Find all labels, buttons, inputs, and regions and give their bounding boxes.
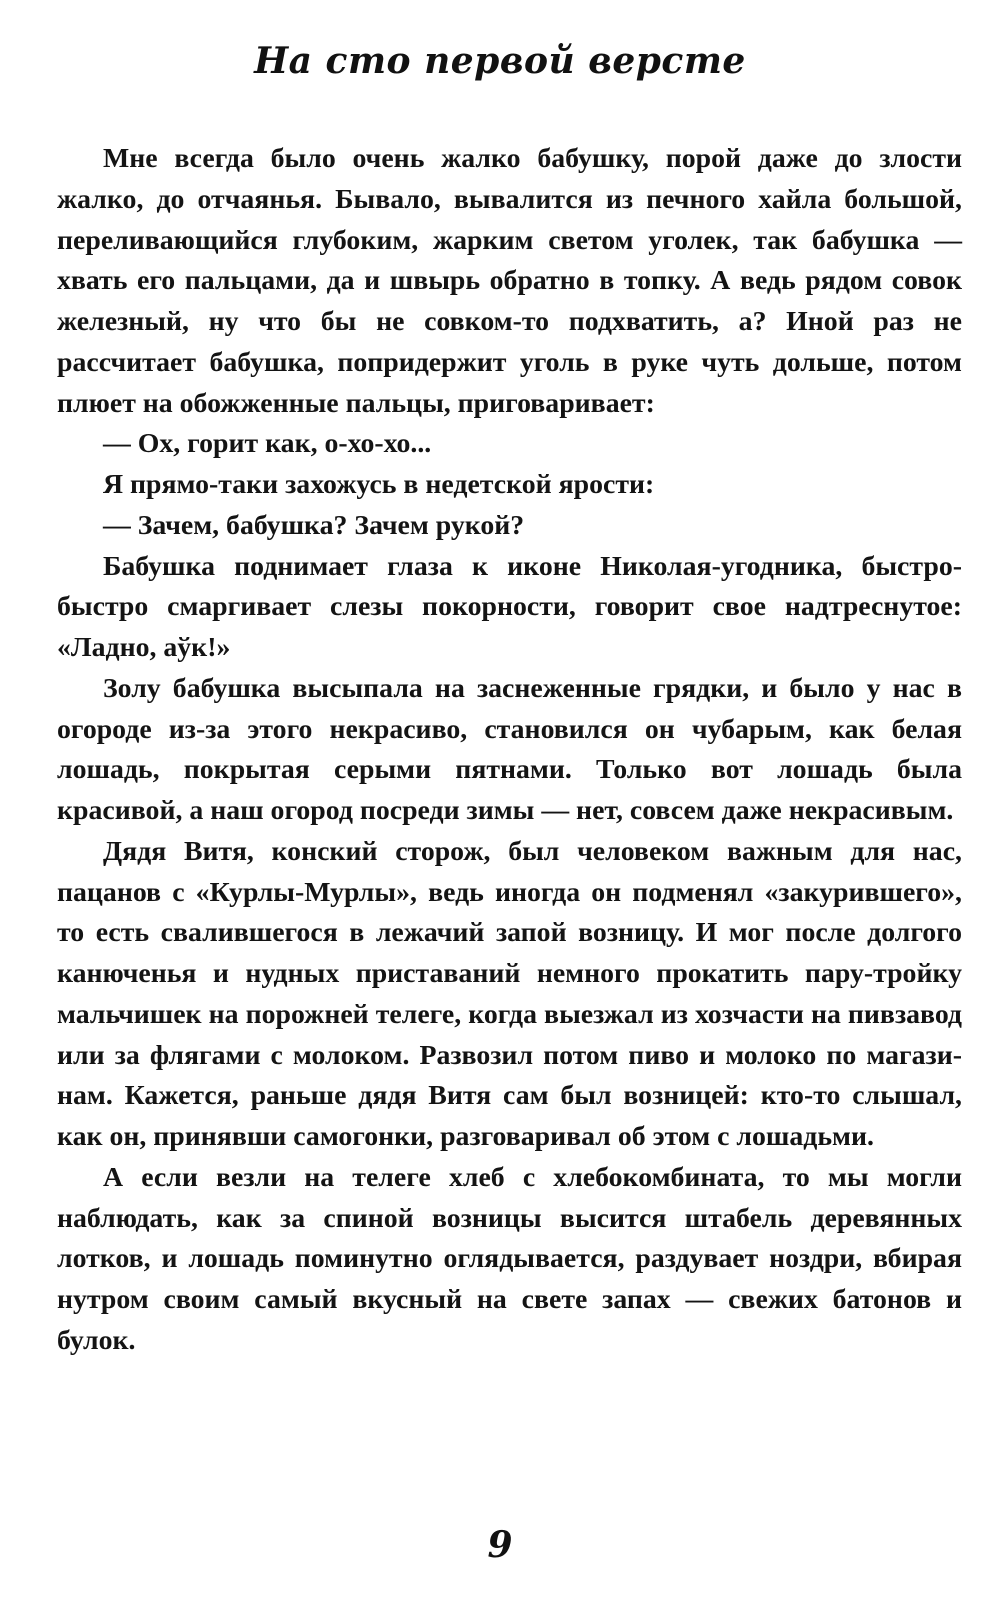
paragraph: — Ох, горит как, о-хо-хо... (103, 428, 432, 460)
paragraph: Бабушка поднимает глаза к иконе Николая-угодника, быстро-быстро смаргивает слезы покорности, говорит свое надтреснутое: «Ладно, аўк!» (57, 550, 962, 663)
body-text (57, 139, 962, 1362)
paragraph: Мне всегда было очень жалко бабушку, порой даже до злости жалко, до отчаянья. Бывало, вывалится из печного хайла большой, переливающийся глубоким, жарким светом уголек, так бабушка — хвать его пальцами, да и швырь обратно в топку. А ведь рядом совок железный, ну что бы не совком-то подхватить, а? Иной раз не рассчитает бабушка, попридержит уголь в руке чуть дольше, потом плюет на обожженные пальцы, приговаривает: (57, 143, 962, 419)
running-header: На сто первой версте (254, 40, 746, 82)
page-number: 9 (487, 1524, 513, 1566)
paragraph: А если везли на телеге хлеб с хлебокомбината, то мы могли наблюдать, как за спиной возницы высится штабель деревянных лотков, и лошадь поминутно оглядывается, раздувает ноздри, вбирая нутром своим самый вкусный на свете запах — свежих батонов и булок. (57, 1161, 962, 1356)
paragraph: Золу бабушка высыпала на заснеженные грядки, и было у нас в огороде из-за этого некрасиво, становился он чубарым, как белая лошадь, покрытая серыми пятнами. Только вот лошадь была красивой, а наш огород посреди зимы — нет, совсем даже некрасивым. (57, 672, 962, 826)
paragraph: — Зачем, бабушка? Зачем рукой? (103, 509, 525, 541)
paragraph: Я прямо-таки захожусь в недетской ярости: (103, 469, 655, 500)
paragraph: Дядя Витя, конский сторож, был человеком важным для нас, пацанов с «Курлы-Мурлы», ведь иногда он подменял «закурившего», то есть свалившегося в лежачий запой возницу. И мог после долгого канюченья и нудных приставаний немного прокатить пару-тройку мальчишек на порожней телеге, когда выезжал из хозчасти на пивзавод или за флягами с молоком. Развозил потом пиво и молоко по магазинам. Кажется, раньше дядя Витя сам был возницей: кто-то слышал, как он, принявши самогонки, разговаривал об этом с лошадьми. (57, 835, 962, 1152)
